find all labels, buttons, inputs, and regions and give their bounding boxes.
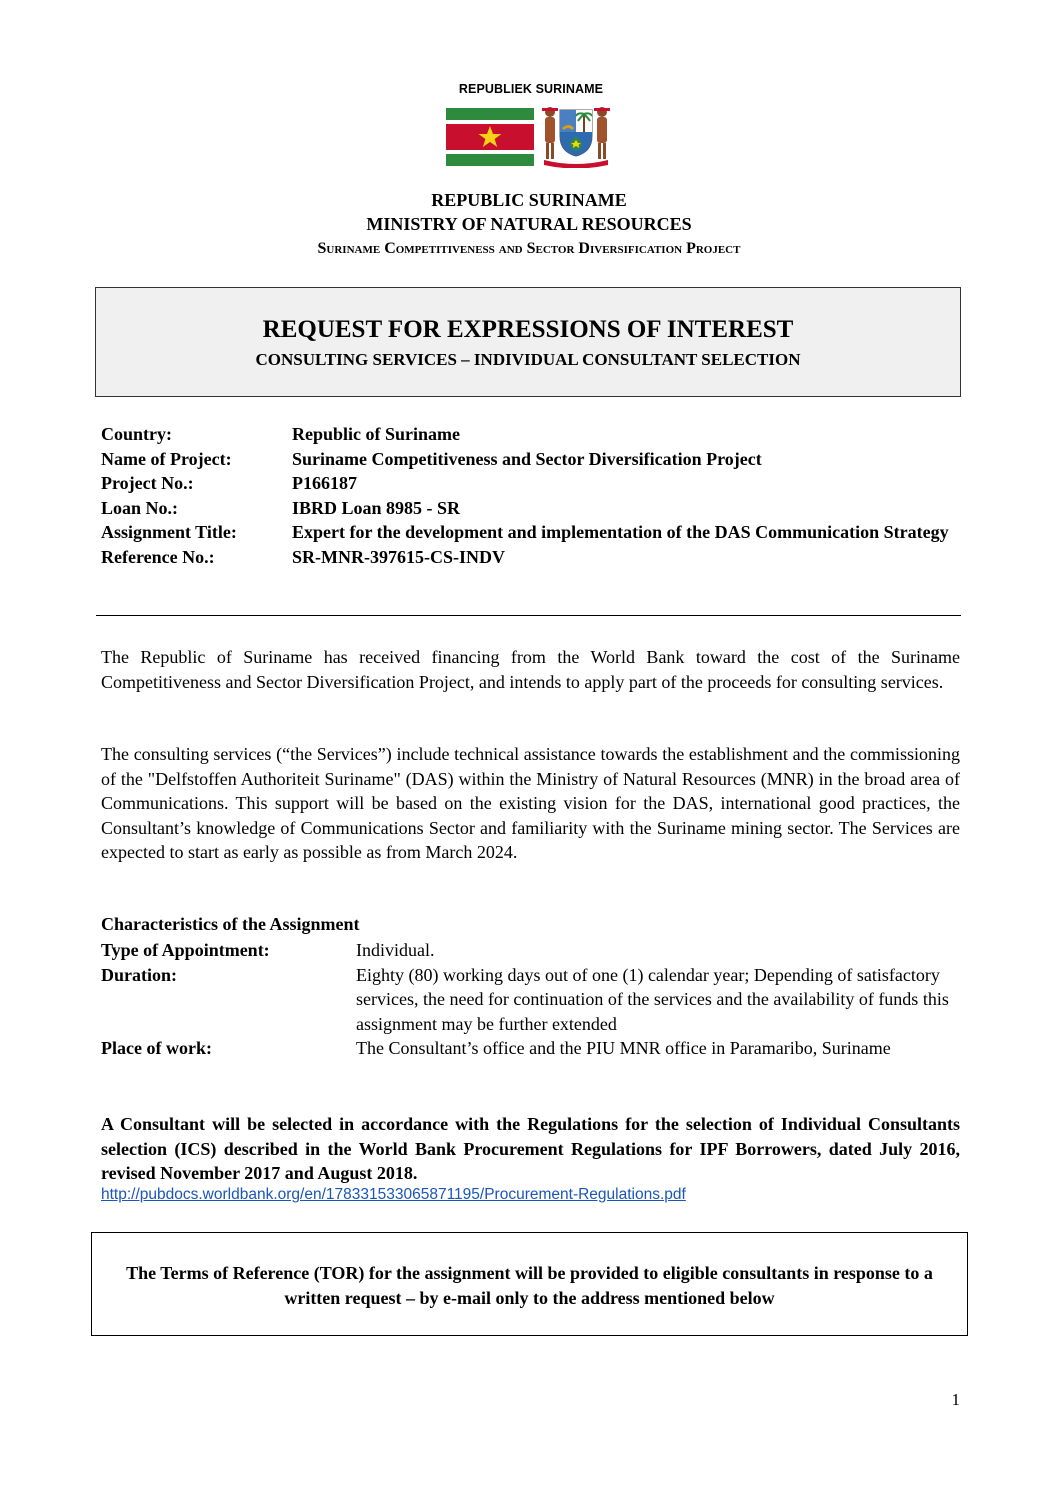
- characteristic-label: Duration:: [101, 964, 177, 985]
- info-row: [101, 496, 961, 521]
- info-row: [101, 471, 961, 496]
- characteristics-table: [101, 938, 961, 1061]
- info-value: Suriname Competitiveness and Sector Diversification Project: [292, 448, 762, 469]
- info-value: Expert for the development and implementation of the DAS Communication Strategy: [292, 522, 949, 542]
- info-row: [101, 545, 961, 570]
- header-country: REPUBLIC SURINAME: [431, 190, 627, 210]
- characteristics-title: Characteristics of the Assignment: [101, 914, 360, 934]
- project-info: [101, 422, 961, 569]
- info-row: [101, 422, 961, 447]
- tor-text: The Terms of Reference (TOR) for the assignment will be provided to eligible consultants in response to a written request – by e-mail only to the address mentioned below: [126, 1263, 933, 1308]
- info-value: SR-MNR-397615-CS-INDV: [292, 546, 505, 567]
- info-row: [101, 447, 961, 472]
- characteristic-label: Place of work:: [101, 1038, 212, 1058]
- info-label: Reference No.:: [101, 546, 215, 567]
- procurement-regulations-link[interactable]: http://pubdocs.worldbank.org/en/178331533065871195/Procurement-Regulations.pdf: [101, 1186, 686, 1203]
- paragraph-financing: The Republic of Suriname has received financing from the World Bank toward the cost of the Suriname Competitiveness and Sector Diversification Project, and intends to apply part of the proceeds for consulting services.: [101, 647, 960, 692]
- characteristic-value: Eighty (80) working days out of one (1) calendar year; Depending of satisfactory services, the need for continuation of the services and the availability of funds this assignment may be further extended: [356, 964, 949, 1034]
- info-label: Assignment Title:: [101, 522, 237, 542]
- coat-of-arms-icon: [538, 102, 614, 168]
- suriname-flag-icon: [446, 108, 534, 166]
- info-value: IBRD Loan 8985 - SR: [292, 497, 461, 518]
- header-project: Suriname Competitiveness and Sector Diversification Project: [317, 240, 741, 257]
- characteristic-value: The Consultant’s office and the PIU MNR office in Paramaribo, Suriname: [356, 1038, 891, 1058]
- paragraph-services: The consulting services (“the Services”) include technical assistance towards the establishment and the commissioning of the "Delfstoffen Authoriteit Suriname" (DAS) within the Ministry of Natural Resources (MNR) in the broad area of Communications. This support will be based on the existing vision for the DAS, international good practices, the Consultant’s knowledge of Communications Sector and familiarity with the Suriname mining sector. The Services are expected to start as early as possible as from March 2024.: [101, 744, 960, 862]
- document-title: REQUEST FOR EXPRESSIONS OF INTEREST: [262, 316, 794, 343]
- info-label: Name of Project:: [101, 448, 232, 469]
- characteristic-value: Individual.: [356, 940, 435, 960]
- characteristic-row: [101, 938, 961, 963]
- info-label: Loan No.:: [101, 497, 179, 518]
- characteristic-row: [101, 963, 961, 1037]
- info-value: Republic of Suriname: [292, 424, 461, 444]
- info-value: P166187: [292, 473, 357, 493]
- page-number: 1: [951, 1390, 960, 1409]
- selection-regulations: A Consultant will be selected in accordance with the Regulations for the selection of Individual Consultants selection (ICS) described in the World Bank Procurement Regulations for IPF Borrowers, dated July 2016, revised November 2017 and August 2018.: [101, 1114, 960, 1183]
- info-label: Country:: [101, 424, 172, 444]
- document-subtitle: CONSULTING SERVICES – INDIVIDUAL CONSULTANT SELECTION: [255, 350, 801, 369]
- title-box: [95, 287, 961, 397]
- info-label: Project No.:: [101, 473, 194, 493]
- logo-caption: REPUBLIEK SURINAME: [458, 82, 604, 96]
- characteristic-row: [101, 1036, 961, 1061]
- header-ministry: MINISTRY OF NATURAL RESOURCES: [366, 214, 692, 234]
- info-row: [101, 520, 961, 545]
- characteristic-label: Type of Appointment:: [101, 940, 270, 960]
- tor-box: [91, 1232, 968, 1336]
- divider: [96, 615, 961, 616]
